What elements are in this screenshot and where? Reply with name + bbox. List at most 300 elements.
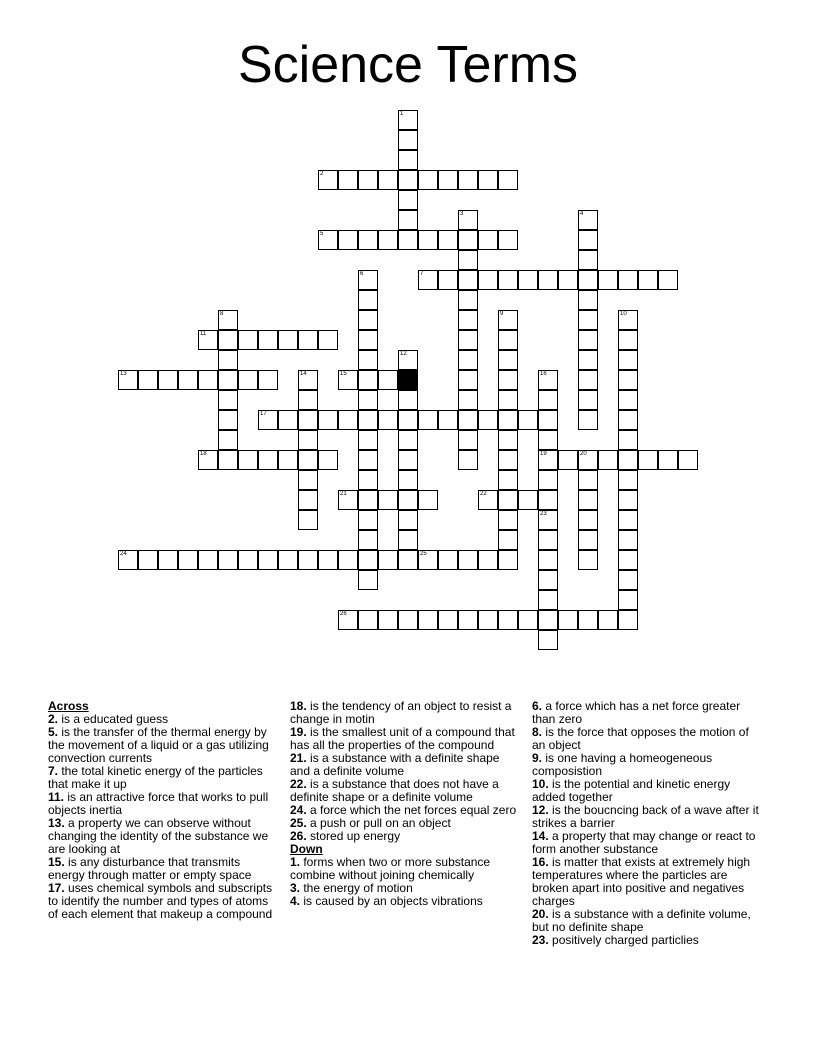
grid-cell[interactable] xyxy=(498,390,518,410)
grid-cell[interactable] xyxy=(298,410,318,430)
grid-cell[interactable] xyxy=(478,170,498,190)
grid-cell[interactable] xyxy=(498,610,518,630)
clue-text: a push or pull on an object xyxy=(306,816,451,830)
across-heading: Across xyxy=(48,699,89,713)
clue-number: 1. xyxy=(290,855,301,869)
grid-cell[interactable] xyxy=(358,390,378,410)
clue-number: 12. xyxy=(532,803,549,817)
clue-number: 24 xyxy=(120,551,127,557)
clue-text: a property we can observe without changing the identity of the substance we are looking at xyxy=(48,816,269,856)
grid-cell[interactable] xyxy=(578,290,598,310)
grid-cell[interactable] xyxy=(398,510,418,530)
grid-cell[interactable] xyxy=(438,610,458,630)
grid-cell[interactable] xyxy=(218,410,238,430)
grid-cell[interactable] xyxy=(358,230,378,250)
grid-cell[interactable] xyxy=(318,410,338,430)
grid-cell[interactable] xyxy=(498,470,518,490)
grid-cell[interactable] xyxy=(298,550,318,570)
clue-text: is a educated guess xyxy=(58,712,169,726)
down-clue xyxy=(532,700,764,726)
clue-number: 4. xyxy=(290,894,301,908)
clue-number: 8 xyxy=(220,311,224,317)
grid-cell[interactable] xyxy=(278,450,298,470)
clue-text: uses chemical symbols and subscripts to identify the number and types of atoms of each element that makeup a compound xyxy=(48,881,273,921)
clue-number: 23. xyxy=(532,933,549,947)
grid-cell[interactable] xyxy=(318,170,338,190)
clue-number: 9. xyxy=(532,751,543,765)
grid-cell[interactable] xyxy=(578,550,598,570)
grid-cell[interactable] xyxy=(658,450,678,470)
grid-cell[interactable] xyxy=(558,270,578,290)
grid-cell[interactable] xyxy=(278,410,298,430)
grid-cell[interactable] xyxy=(358,510,378,530)
grid-cell[interactable] xyxy=(618,350,638,370)
page-title: Science Terms xyxy=(237,36,579,94)
grid-cell[interactable] xyxy=(578,610,598,630)
grid-cell[interactable] xyxy=(398,190,418,210)
grid-cell[interactable] xyxy=(318,230,338,250)
grid-cell[interactable] xyxy=(398,150,418,170)
clue-number: 21. xyxy=(290,751,307,765)
grid-cell[interactable] xyxy=(598,450,618,470)
grid-cell[interactable] xyxy=(478,410,498,430)
grid-cell[interactable] xyxy=(158,550,178,570)
grid-cell[interactable] xyxy=(398,450,418,470)
grid-cell[interactable] xyxy=(618,310,638,330)
grid-cell[interactable] xyxy=(378,550,398,570)
grid-cell[interactable] xyxy=(378,490,398,510)
across-clue xyxy=(290,752,522,778)
clue-text: the energy of motion xyxy=(300,881,413,895)
grid-cell[interactable] xyxy=(118,550,138,570)
grid-cell[interactable] xyxy=(218,370,238,390)
grid-cell[interactable] xyxy=(538,410,558,430)
grid-cell[interactable] xyxy=(578,450,598,470)
clues-column-1 xyxy=(48,700,280,921)
down-clue xyxy=(532,726,764,752)
grid-cell[interactable] xyxy=(358,570,378,590)
grid-cell[interactable] xyxy=(398,430,418,450)
down-clue xyxy=(532,856,764,908)
grid-cell[interactable] xyxy=(258,410,278,430)
grid-cell[interactable] xyxy=(398,410,418,430)
grid-cell[interactable] xyxy=(458,230,478,250)
clue-text: is the force that opposes the motion of an object xyxy=(532,725,749,752)
down-clue xyxy=(532,804,764,830)
grid-cell[interactable] xyxy=(618,430,638,450)
grid-cell[interactable] xyxy=(398,170,418,190)
clue-number: 10. xyxy=(532,777,549,791)
grid-cell[interactable] xyxy=(178,370,198,390)
clue-number: 12 xyxy=(400,351,407,357)
grid-cell[interactable] xyxy=(438,170,458,190)
grid-cell[interactable] xyxy=(498,490,518,510)
grid-cell[interactable] xyxy=(538,390,558,410)
grid-cell[interactable] xyxy=(358,290,378,310)
grid-cell[interactable] xyxy=(618,550,638,570)
grid-cell[interactable] xyxy=(578,310,598,330)
grid-cell[interactable] xyxy=(258,550,278,570)
clue-text: is the smallest unit of a compound that has all the properties of the compound xyxy=(290,725,515,752)
grid-cell[interactable] xyxy=(398,350,418,370)
grid-cell[interactable] xyxy=(358,490,378,510)
grid-cell[interactable] xyxy=(538,370,558,390)
clue-number: 18 xyxy=(200,451,207,457)
grid-cell[interactable] xyxy=(358,410,378,430)
grid-cell[interactable] xyxy=(538,270,558,290)
down-clue xyxy=(532,752,764,778)
grid-cell[interactable] xyxy=(358,310,378,330)
grid-cell[interactable] xyxy=(298,390,318,410)
clue-number: 16. xyxy=(532,855,549,869)
clue-number: 24. xyxy=(290,803,307,817)
grid-cell[interactable] xyxy=(178,550,198,570)
grid-cell[interactable] xyxy=(418,270,438,290)
clue-number: 8. xyxy=(532,725,543,739)
grid-cell[interactable] xyxy=(458,250,478,270)
grid-cell[interactable] xyxy=(238,330,258,350)
clue-number: 2 xyxy=(320,171,324,177)
grid-cell[interactable] xyxy=(378,410,398,430)
clue-number: 11. xyxy=(48,790,65,804)
grid-cell[interactable] xyxy=(458,290,478,310)
grid-cell[interactable] xyxy=(458,310,478,330)
clue-number: 13 xyxy=(120,371,127,377)
grid-cell[interactable] xyxy=(378,230,398,250)
grid-cell[interactable] xyxy=(358,530,378,550)
clue-number: 15 xyxy=(340,371,347,377)
grid-cell[interactable] xyxy=(578,230,598,250)
grid-cell[interactable] xyxy=(358,550,378,570)
clue-number: 6 xyxy=(360,271,364,277)
grid-cell[interactable] xyxy=(618,530,638,550)
grid-cell[interactable] xyxy=(318,550,338,570)
grid-cell[interactable] xyxy=(438,270,458,290)
grid-cell[interactable] xyxy=(458,430,478,450)
grid-cell[interactable] xyxy=(218,310,238,330)
grid-cell[interactable] xyxy=(618,490,638,510)
across-clue xyxy=(48,726,280,765)
grid-cell[interactable] xyxy=(458,410,478,430)
grid-cell[interactable] xyxy=(538,470,558,490)
grid-cell[interactable] xyxy=(418,550,438,570)
grid-cell[interactable] xyxy=(218,330,238,350)
grid-cell[interactable] xyxy=(118,370,138,390)
grid-cell[interactable] xyxy=(638,270,658,290)
grid-cell[interactable] xyxy=(498,230,518,250)
grid-cell[interactable] xyxy=(538,510,558,530)
clue-text: is a substance that does not have a definite shape or a definite volume xyxy=(290,777,499,804)
grid-cell[interactable] xyxy=(578,370,598,390)
grid-cell[interactable] xyxy=(498,430,518,450)
clue-text: is a substance with a definite shape and a definite volume xyxy=(290,751,500,778)
grid-cell[interactable] xyxy=(398,530,418,550)
clue-text: forms when two or more substance combine without joining chemically xyxy=(290,855,491,882)
grid-cell[interactable] xyxy=(578,530,598,550)
grid-cell[interactable] xyxy=(358,330,378,350)
grid-cell[interactable] xyxy=(158,370,178,390)
clue-number: 20 xyxy=(580,451,587,457)
grid-cell[interactable] xyxy=(518,490,538,510)
clue-number: 26. xyxy=(290,829,307,843)
grid-cell[interactable] xyxy=(218,350,238,370)
down-clue xyxy=(532,908,764,934)
grid-cell[interactable] xyxy=(458,210,478,230)
grid-cell[interactable] xyxy=(418,490,438,510)
grid-cell[interactable] xyxy=(358,170,378,190)
clue-number: 7 xyxy=(420,271,424,277)
grid-cell[interactable] xyxy=(238,450,258,470)
grid-cell[interactable] xyxy=(338,550,358,570)
grid-cell[interactable] xyxy=(398,490,418,510)
grid-cell[interactable] xyxy=(498,310,518,330)
grid-cell[interactable] xyxy=(358,610,378,630)
grid-cell[interactable] xyxy=(418,170,438,190)
grid-cell[interactable] xyxy=(438,550,458,570)
grid-cell[interactable] xyxy=(638,450,658,470)
grid-cell[interactable] xyxy=(538,590,558,610)
clue-number: 5. xyxy=(48,725,59,739)
grid-cell[interactable] xyxy=(558,610,578,630)
grid-cell[interactable] xyxy=(238,550,258,570)
grid-cell[interactable] xyxy=(498,330,518,350)
grid-cell[interactable] xyxy=(498,370,518,390)
across-clue xyxy=(290,700,522,726)
clue-number: 1 xyxy=(400,111,404,117)
grid-cell[interactable] xyxy=(538,550,558,570)
clue-text: is the transfer of the thermal energy by the movement of a liquid or a gas utilizing convection currents xyxy=(48,725,269,765)
grid-cell[interactable] xyxy=(478,270,498,290)
clue-number: 3 xyxy=(460,211,464,217)
grid-cell[interactable] xyxy=(458,390,478,410)
grid-cell[interactable] xyxy=(578,350,598,370)
grid-cell[interactable] xyxy=(458,170,478,190)
grid-cell[interactable] xyxy=(358,430,378,450)
grid-cell[interactable] xyxy=(278,330,298,350)
clue-number: 7. xyxy=(48,764,59,778)
grid-cell[interactable] xyxy=(578,490,598,510)
grid-cell[interactable] xyxy=(238,370,258,390)
grid-cell[interactable] xyxy=(538,570,558,590)
grid-cell[interactable] xyxy=(478,490,498,510)
grid-cell[interactable] xyxy=(198,330,218,350)
grid-cell[interactable] xyxy=(338,610,358,630)
clue-text: the total kinetic energy of the particles that make it up xyxy=(48,764,263,791)
grid-cell[interactable] xyxy=(598,270,618,290)
grid-cell[interactable] xyxy=(458,450,478,470)
grid-cell[interactable] xyxy=(358,270,378,290)
grid-cell[interactable] xyxy=(598,610,618,630)
grid-cell[interactable] xyxy=(398,610,418,630)
grid-cell[interactable] xyxy=(138,550,158,570)
grid-cell[interactable] xyxy=(618,270,638,290)
down-clue xyxy=(532,830,764,856)
grid-cell[interactable] xyxy=(218,450,238,470)
grid-cell[interactable] xyxy=(218,550,238,570)
grid-cell[interactable] xyxy=(458,270,478,290)
grid-cell[interactable] xyxy=(338,410,358,430)
clue-text: is the boucncing back of a wave after it strikes a barrier xyxy=(532,803,759,830)
grid-cell[interactable] xyxy=(398,390,418,410)
grid-cell[interactable] xyxy=(478,610,498,630)
grid-cell[interactable] xyxy=(498,410,518,430)
clue-number: 19. xyxy=(290,725,307,739)
across-clue xyxy=(48,856,280,882)
clue-text: is the tendency of an object to resist a change in motin xyxy=(290,699,512,726)
grid-cell[interactable] xyxy=(498,350,518,370)
grid-cell[interactable] xyxy=(398,130,418,150)
grid-cell[interactable] xyxy=(338,370,358,390)
grid-cell[interactable] xyxy=(618,570,638,590)
down-clue xyxy=(290,856,522,882)
grid-cell[interactable] xyxy=(258,450,278,470)
grid-cell[interactable] xyxy=(618,390,638,410)
grid-cell[interactable] xyxy=(538,530,558,550)
grid-cell[interactable] xyxy=(258,330,278,350)
across-clue xyxy=(290,726,522,752)
grid-cell[interactable] xyxy=(198,370,218,390)
grid-cell[interactable] xyxy=(618,610,638,630)
grid-cell[interactable] xyxy=(398,110,418,130)
grid-cell[interactable] xyxy=(258,370,278,390)
grid-cell[interactable] xyxy=(378,610,398,630)
grid-cell[interactable] xyxy=(218,430,238,450)
grid-cell[interactable] xyxy=(398,210,418,230)
grid-cell[interactable] xyxy=(498,450,518,470)
grid-cell[interactable] xyxy=(358,350,378,370)
grid-cell[interactable] xyxy=(438,410,458,430)
grid-cell[interactable] xyxy=(458,330,478,350)
grid-cell[interactable] xyxy=(398,470,418,490)
grid-cell[interactable] xyxy=(298,450,318,470)
grid-cell[interactable] xyxy=(138,370,158,390)
clue-number: 4 xyxy=(580,211,584,217)
across-clue xyxy=(48,765,280,791)
grid-cell[interactable] xyxy=(498,170,518,190)
grid-cell[interactable] xyxy=(538,430,558,450)
grid-cell[interactable] xyxy=(298,430,318,450)
grid-cell[interactable] xyxy=(418,610,438,630)
clue-number: 9 xyxy=(500,311,504,317)
clues-column-3 xyxy=(532,700,764,947)
grid-cell[interactable] xyxy=(518,410,538,430)
grid-cell[interactable] xyxy=(418,230,438,250)
grid-cell[interactable] xyxy=(318,330,338,350)
grid-cell[interactable] xyxy=(458,370,478,390)
grid-cell[interactable] xyxy=(338,170,358,190)
clue-number: 21 xyxy=(340,491,347,497)
grid-cell[interactable] xyxy=(498,530,518,550)
clue-number: 18. xyxy=(290,699,307,713)
grid-cell[interactable] xyxy=(518,610,538,630)
grid-cell[interactable] xyxy=(458,610,478,630)
grid-cell[interactable] xyxy=(298,510,318,530)
grid-cell[interactable] xyxy=(298,490,318,510)
grid-cell[interactable] xyxy=(498,510,518,530)
grid-cell[interactable] xyxy=(298,470,318,490)
clue-number: 11 xyxy=(200,331,207,337)
clue-text: positively charged particlies xyxy=(548,933,699,947)
grid-cell[interactable] xyxy=(538,450,558,470)
down-clue xyxy=(290,895,522,908)
grid-cell[interactable] xyxy=(578,250,598,270)
grid-cell[interactable] xyxy=(618,450,638,470)
grid-cell[interactable] xyxy=(278,550,298,570)
grid-cell[interactable] xyxy=(378,370,398,390)
grid-cell[interactable] xyxy=(618,590,638,610)
clue-text: is the potential and kinetic energy added together xyxy=(532,777,731,804)
grid-cell[interactable] xyxy=(298,370,318,390)
grid-cell[interactable] xyxy=(478,230,498,250)
grid-cell[interactable] xyxy=(618,470,638,490)
grid-cell[interactable] xyxy=(538,630,558,650)
grid-cell[interactable] xyxy=(618,330,638,350)
grid-cell[interactable] xyxy=(498,550,518,570)
clue-number: 14. xyxy=(532,829,549,843)
grid-cell[interactable] xyxy=(578,470,598,490)
across-clue xyxy=(290,778,522,804)
grid-cell[interactable] xyxy=(358,450,378,470)
grid-cell[interactable] xyxy=(438,230,458,250)
grid-cell[interactable] xyxy=(578,270,598,290)
clue-number: 3. xyxy=(290,881,301,895)
clue-text: is caused by an objects vibrations xyxy=(300,894,483,908)
clue-number: 16 xyxy=(540,371,547,377)
grid-cell[interactable] xyxy=(298,330,318,350)
grid-cell[interactable] xyxy=(618,370,638,390)
grid-cell[interactable] xyxy=(458,350,478,370)
across-clue xyxy=(48,882,280,921)
grid-cell[interactable] xyxy=(358,370,378,390)
grid-cell[interactable] xyxy=(538,610,558,630)
grid-cell[interactable] xyxy=(378,170,398,190)
grid-cell[interactable] xyxy=(218,390,238,410)
grid-cell[interactable] xyxy=(518,270,538,290)
grid-cell[interactable] xyxy=(578,390,598,410)
grid-cell[interactable] xyxy=(578,210,598,230)
black-square xyxy=(398,370,418,390)
clue-number: 23 xyxy=(540,511,547,517)
grid-cell[interactable] xyxy=(618,510,638,530)
clue-number: 14 xyxy=(300,371,307,377)
grid-cell[interactable] xyxy=(198,550,218,570)
grid-cell[interactable] xyxy=(578,510,598,530)
grid-cell[interactable] xyxy=(578,410,598,430)
grid-cell[interactable] xyxy=(538,490,558,510)
across-clue xyxy=(290,830,522,843)
clue-number: 22 xyxy=(480,491,487,497)
grid-cell[interactable] xyxy=(678,450,698,470)
grid-cell[interactable] xyxy=(398,230,418,250)
clue-text: a force which has a net force greater than zero xyxy=(532,699,741,726)
grid-cell[interactable] xyxy=(418,410,438,430)
clue-number: 17. xyxy=(48,881,65,895)
grid-cell[interactable] xyxy=(478,550,498,570)
grid-cell[interactable] xyxy=(318,450,338,470)
grid-cell[interactable] xyxy=(498,270,518,290)
grid-cell[interactable] xyxy=(358,470,378,490)
grid-cell[interactable] xyxy=(458,550,478,570)
grid-cell[interactable] xyxy=(198,450,218,470)
clue-number: 13. xyxy=(48,816,65,830)
grid-cell[interactable] xyxy=(338,490,358,510)
grid-cell[interactable] xyxy=(558,450,578,470)
grid-cell[interactable] xyxy=(658,270,678,290)
grid-cell[interactable] xyxy=(398,550,418,570)
grid-cell[interactable] xyxy=(618,410,638,430)
grid-cell[interactable] xyxy=(578,330,598,350)
grid-cell[interactable] xyxy=(338,230,358,250)
